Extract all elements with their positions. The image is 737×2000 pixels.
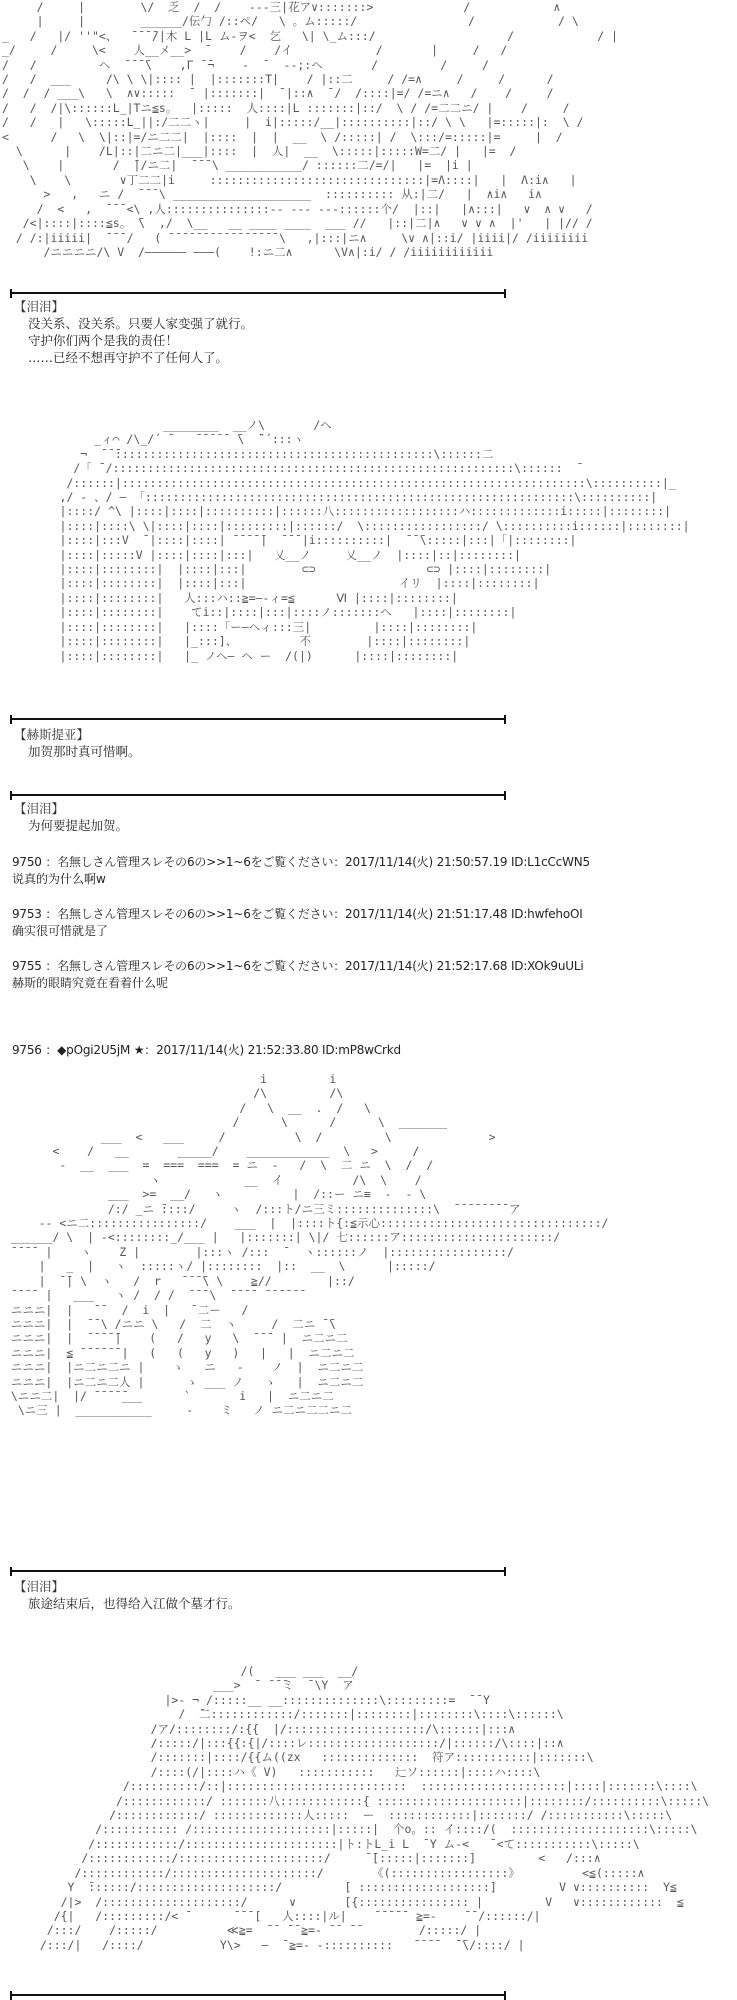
ascii-art-battle-scene: / | \/ 乏 / / ---三|花ア∨:::::::> / ∧ | | ______/伝勹 /::ペ/ \ 。ム:::::/ / / \ _ / |/ ''"<、 ̄ ̄ ̄ ̄/|木 L |L ム-ヲ< 乞 \| \_ム:::/ / / | _/ / \< 人__メ__> ̄ / /イ / | / / / / ヘ ̄ ̄ ̄ ̄\ ,Г ̄ ̄¬ - ̄ -‐;:ヘ / / / / / ___ /\ \ \|:::: | |:::::::T| / |::二 / /=∧ / / / / / / ___\ \ ∧∨::::: ̄ |:::::::| ̄ |::∧ ̄ / /::::|=/ /=ニ∧ / / / / / /|\::::::L_|Tニ≦s。 |::::: 人::::|L :::::::|::/ \ / /=二二ニ/ | / / / / | \:::::L_||:/二二ヽ| | i|:::::/__|::::::::::|::/ \ \ |=:::::|: \ / < / \ \|::|=/ニ二二| |:::: | | __ \ /:::::| / \:::/=:::::|= | / \ | /L|::|二ニ二|___|:::: | 人| __ \:::::|:::::W=二/ | |= / \ | / ̄|/ニ二| ̄ ̄ ̄ \ ___________/ ::::::二/=/| |= |i | \ \ ∨丁二二|i :::::::::::::::::::::::::::::::|=Λ::::| | Λ:i∧ | > , ニ / ̄ ̄ ̄ \ ____________________ :::::::::: 从:|二/ | ∧i∧ i∧ / < , ̄ ̄ ̄ <\ ,人:::::::::::::::-- --- ---::::::个/ |::| |∧:::| ∨ ∧ ∨ / /<|::::|::::≦s。 ̄\ ,/ \__ __ ____ ____ ___ // |::|二|∧ ∨ ∨ ∧ |' | |// / / /:|iiiii| ̄ ̄ ̄ / ( ̄ ̄ ̄ ̄ ̄ ̄ ̄ ̄ ̄ ̄ ̄ ̄ ̄ ̄ ̄ ̄ \ ,|:::|ニ∧ \∨ ∧|::i/ |iiii|/ /iiiiiiii /ニニニニ/\ V /―――――― ―――( !:ニ二∧ \V∧|:i/ / /iiiiiiiiiiii (2, 0, 618, 259)
dialogue-block-lulu-2 (14, 800, 574, 834)
post-header: 9756 ：◆pOgi2U5jM ★：2017/11/14(火) 21:52:33.80 ID:mP8wCrkd (12, 1043, 401, 1057)
post-body: 说真的为什么啊w (12, 872, 106, 886)
speaker-name: 【泪泪】 (14, 1579, 65, 1594)
dialogue-line: ……已经不想再守护不了任何人了。 (28, 350, 229, 365)
thread-post-9755 (12, 958, 732, 992)
post-header: 9755 ：名無しさん管理スレその6の>>1~6をご覧ください：2017/11/14(火) 21:52:17.68 ID:XOk9uULi (12, 959, 584, 973)
divider-1 (10, 292, 506, 294)
dialogue-line: 旅途结束后，也得给入江做个墓才行。 (28, 1596, 241, 1611)
post-body: 赫斯的眼睛究竟在看着什么呢 (12, 976, 169, 990)
divider-2 (10, 718, 506, 720)
dialogue-block-hestia (14, 726, 574, 760)
dialogue-line: 加贺那时真可惜啊。 (28, 744, 141, 759)
dialogue-block-lulu-3 (14, 1578, 574, 1612)
ascii-art-hat-scene: i i /\ /\ / \ __ . / \ / \ / \ _______ ___ < ___ / \ / \ > < / __ _____/ ____________ \ > / - __ ___ = === === = ニ - / \ 二 ニ \ / / ヽ __ イ /\ \ / ___ >= __/ ヽ | /::ー ニ≡ - - \ /:/ _ニ ̄::::/ ヽ /:::ト/ニ三ミ::::::::::::::\ ̄ ̄ ̄ ̄ ̄ ̄ ̄ ̄ ア -‐ <ニ二::::::::::::::::/ ___ | |::::ト{:≦示心::::::::::::::::::::::::::::::::/ ______/ \ | -<::::::::_/___ | |:::::::| \|/ 七::::::ア::::::::::::::::::::::/ ̄ ̄ ̄ ̄ | ヽ Z | |:::ヽ /::: ̄ ヽ::::::ノ |:::::::::::::::::/ | _ | ヽ :::::ヽ/ |:::::::: |:: __ \ |:::::/ | ̄ ̄| \ ヽ / r ̄ ̄ ̄ ̄\ \ ≧// |::/ ̄ ̄ ̄ ̄ | ___ ヽ / / / ̄ ̄ ̄ \ ̄ ̄ ̄ ̄ ̄ ̄ ̄ ̄ ̄ ̄ ニニニ| | ̄ ̄ / i | ̄ 二ー / ニニニ| | ̄ ̄ \ /ニニ \ / 二 ヽ / 二ニ ̄ ̄\ ニニニ| | ̄ ̄ ̄ ̄ ̄| ( / y \ ̄ ̄ ̄ | ニ二ニ二 ニニニ| ≦ ̄ ̄ ̄ ̄ ̄ ̄ | ( ( y ) | | ニ二ニ二 ニニニ| |ニ二ニ二ニ | ゝ ニ ‐ ノ | ニ二ニ二 ニニニ| |ニ二ニ二人 | ゝ ___ ノ ゝ | ニ二ニ二 \ニニ二| |/ ̄ ̄ ̄ ̄ ̄___ ` i | ニ二ニ二 \ニ三 | ___________ - ミ ノ ニ二ニ二二ニ二 (4, 1072, 609, 1418)
post-header: 9753 ：名無しさん管理スレその6の>>1~6をご覧ください：2017/11/14(火) 21:51:17.48 ID:hwfehoOI (12, 907, 583, 921)
thread-post-9756 (12, 1042, 732, 1059)
thread-post-9753 (12, 906, 732, 940)
divider-3 (10, 794, 506, 796)
post-header: 9750 ：名無しさん管理スレその6の>>1~6をご覧ください：2017/11/14(火) 21:50:57.19 ID:L1cCcWN5 (12, 855, 590, 869)
ascii-art-lulu-crying: /( ___ ___ __/ ___> ̄ ̄ ̄ ̄ミ ̄ \Y ア |>- ¬ /:::::__ __::::::::::::::\:::::::::= ̄ ̄ Y / ̄二::::::::::::/:::::::|::::::::|::::::::\::::\::::::\ /ア/::::::::/:{{ |/::::::::::::::::::::/\::::::|:::∧ /:::::/|:::{{:{|/::::レ:::::::::::::::::::/|::::::/\::::|::∧ /:::::::|::::/{{ム((zx :::::::::::::: 符ア:::::::::::|:::::::\ /::::(/|::::ハ《 V) ::::::::::: 辷ソ::::::|::::ハ::::\ /::::::::::/::|:::::::::::::::::::::::::: :::::::::::::::::::::|::::|:::::::\::::\ /::::::::::::/ :::::::八::::::::::::{ :::::::::::::::::::::|::::::::/::::::::::\:::::\ /::::::::::::/ :::::::::::::人::::: ー ::::::::::::|:::::::/ /:::::::::::\:::::\ /::::::::::: /::::::::::::::::::::|:::::| 个o。:: イ::::/( ::::::::::::::::::::\:::::\ /::::::::::::/::::::::::::::::::::::|ト:トL_i L ̄ Y ム-< ̄ <て:::::::::::\:::::\ /::::::::::::/:::::::::::::::::::::/ ̄ ̄[:::::|:::::::] < /:::∧ /::::::::::::/:::::::::::::::::::::/ 《(:::::::::::::::::》 <≦(:::::∧ Y ̄::::::/::::::::::::::::::::/ [ :::::::::::::::::::] V ∨:::::::::: Y≦ /|> /::::::::::::::::::::/ ∨ [{:::::::::::::::: | V ∨:::::::::::: ≦ /{| /:::::::::/< ̄ ̄ ̄ ̄ [ 人::::|ル| ̄ ̄ ̄ ̄ ̄ ≧=- ̄ ̄ /::::::/| /:::/ /:::::/ ≪≧= ̄ ̄ ̄ ̄ ≧=- ̄ ̄ ̄ ̄ /:::::/ | /:::/| /::::/ Y\> ― ̄ ≧=- -:::::::::: ̄ ̄ ̄ ̄ ̄ ̄\/::::/ | (39, 1664, 710, 1952)
dialogue-line: 没关系、没关系。只要人家变强了就行。 (28, 316, 254, 331)
speaker-name: 【泪泪】 (14, 299, 65, 314)
dialogue-line: 守护你们两个是我的责任！ (28, 333, 179, 348)
divider-5 (10, 1994, 506, 1996)
speaker-name: 【赫斯提亚】 (14, 727, 90, 742)
thread-post-9750 (12, 854, 732, 888)
ascii-art-hestia: ________ __ノ\ /へ _ィ⌒ /\_/´ ̄ ̄ ̄ ̄ ̄ ̄ ̄\ ̄¨´:::ヽ ¬ ̄ ̄ ̄::::::::::::::::::::::::::::::::::::::::::::::\::::::二 /「 ̄ /::::::::::::::::::::::::::::::::::::::::::::::::::::::::::\:::::: ̄ /::::::|:::::::::::::::::::::::::::::::::::::::::::::::::::::::::::::::::::\::::::::::|_ ,/ - 、/ ― 「::::::::::::::::::::::::::::::::::::::::::::::::::::::::::::::\::::::::::| |::::/ ^\ |::::|::::|::::::::::|::::::八::::::::::::::::::ハ:::::::::::::i:::::|::::::::| |::::|::::\ \|::::|::::|:::::::::|::::::/ \:::::::::::::::::/ \::::::::::i::::::|::::::::| |::::|:::V ̄ |::::|::::| ̄ ̄ ̄ ̄ ̄| ̄ ̄ ̄ |i::::::::::| ̄ ̄ ̄\:::::|:::|「|::::::::| |::::|:::::V |::::|::::|:::| 乂__ノ 乂__ノ |::::|::|::::::::| |::::|::::::::| |::::|:::| ⊂⊃ ⊂⊃ |::::|::::::::| |::::|::::::::| |::::|:::| イリ |::::|::::::::| |::::|::::::::| 人:::ハ::≧=―-ィ=≦ Ⅵ |::::|::::::::| |::::|::::::::| てi::|::::|:::|::::ノ:::::::へ |::::|::::::::| |::::|::::::::| |::::「ー―ヘィ:::三| |::::|::::::::| |::::|::::::::| |_:::]、 不 |::::|::::::::| |::::|::::::::| |_ ノヘ― ヘ ー /(|) |::::|::::::::| (59, 418, 690, 663)
speaker-name: 【泪泪】 (14, 801, 65, 816)
divider-4 (10, 1570, 506, 1572)
dialogue-block-lulu-1 (14, 298, 574, 366)
dialogue-line: 为何要提起加贺。 (28, 818, 129, 833)
post-body: 确实很可惜就是了 (12, 924, 109, 938)
